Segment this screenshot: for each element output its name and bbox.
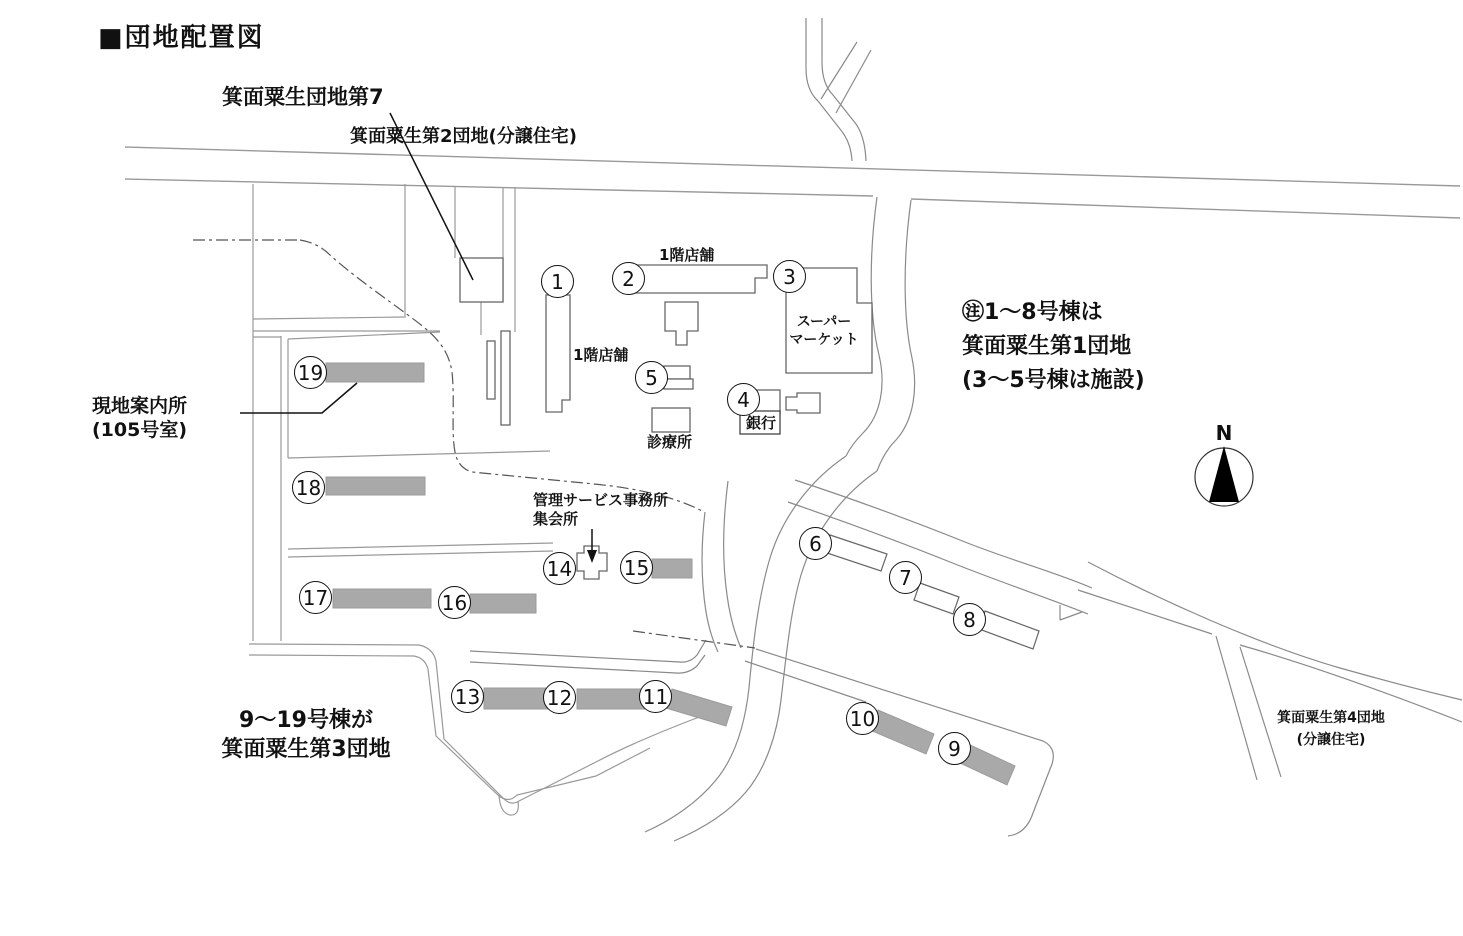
building-15-bar <box>652 559 692 578</box>
building-circle-9: 9 <box>938 732 971 765</box>
info-office-leader-line <box>240 383 357 413</box>
danchi7-building <box>460 258 503 302</box>
building-6-bar <box>824 535 887 571</box>
building-circle-6: 6 <box>799 527 832 560</box>
building-18-bar <box>326 477 425 495</box>
building-circle-14: 14 <box>543 552 576 585</box>
label-danchi7: 箕面粟生団地第7 <box>222 85 384 109</box>
building-circle-2: 2 <box>612 262 645 295</box>
building-circle-11: 11 <box>639 680 672 713</box>
building-circle-4: 4 <box>727 383 760 416</box>
building-circle-17: 17 <box>299 581 332 614</box>
clinic-building <box>652 408 690 432</box>
building-12-bar <box>577 689 647 709</box>
bars-danchi1 <box>824 535 1039 649</box>
building-circle-5: 5 <box>635 361 668 394</box>
building-circle-19: 19 <box>294 356 327 389</box>
building-circle-18: 18 <box>292 471 325 504</box>
building-circle-3: 3 <box>773 260 806 293</box>
building-circle-1: 1 <box>541 265 574 298</box>
building-19-bar <box>326 363 424 382</box>
label-compass-north: N <box>1215 421 1233 445</box>
building-circle-12: 12 <box>543 681 576 714</box>
building-1-outline <box>546 295 570 412</box>
label-shop-1f-top: 1階店舗 <box>659 246 715 264</box>
main-road-top <box>125 147 1460 218</box>
label-note-danchi3: 9〜19号棟が 箕面粟生第3団地 <box>221 708 391 762</box>
building-circle-8: 8 <box>953 603 986 636</box>
compass <box>1195 446 1253 506</box>
page-title: ■団地配置図 <box>98 23 265 53</box>
label-shop-1f-left: 1階店舗 <box>573 346 629 364</box>
building-circle-7: 7 <box>889 561 922 594</box>
small-structure-b <box>501 331 510 425</box>
label-danchi4: 箕面粟生第4団地 (分譲住宅) <box>1277 710 1385 748</box>
building-2-outline <box>635 265 767 293</box>
small-structure-a <box>487 341 495 399</box>
building-circle-16: 16 <box>438 586 471 619</box>
label-mgmt-office: 管理サービス事務所 集会所 <box>533 491 669 528</box>
building-11-bar <box>666 689 732 726</box>
building-circle-10: 10 <box>846 702 879 735</box>
label-danchi2: 箕面粟生第2団地(分譲住宅) <box>350 126 577 147</box>
building-8-bar <box>979 611 1039 649</box>
label-supermarket: スーパー マーケット <box>789 314 859 348</box>
building-5-outline-b <box>664 379 693 389</box>
building-10-bar <box>870 710 934 754</box>
building-circle-15: 15 <box>620 551 653 584</box>
building-17-bar <box>333 589 431 608</box>
label-info-office: 現地案内所 (105号室) <box>92 395 188 441</box>
building-7-bar <box>914 583 959 614</box>
building-16-bar <box>470 594 536 613</box>
label-clinic: 診療所 <box>647 433 693 451</box>
label-note-danchi1: ㊟1〜8号棟は 箕面粟生第1団地 (3〜5号棟は施設) <box>962 300 1145 394</box>
small-building-right-of-4 <box>786 393 820 413</box>
building-circle-13: 13 <box>451 680 484 713</box>
label-bank: 銀行 <box>746 414 777 432</box>
cross-building <box>665 302 698 345</box>
